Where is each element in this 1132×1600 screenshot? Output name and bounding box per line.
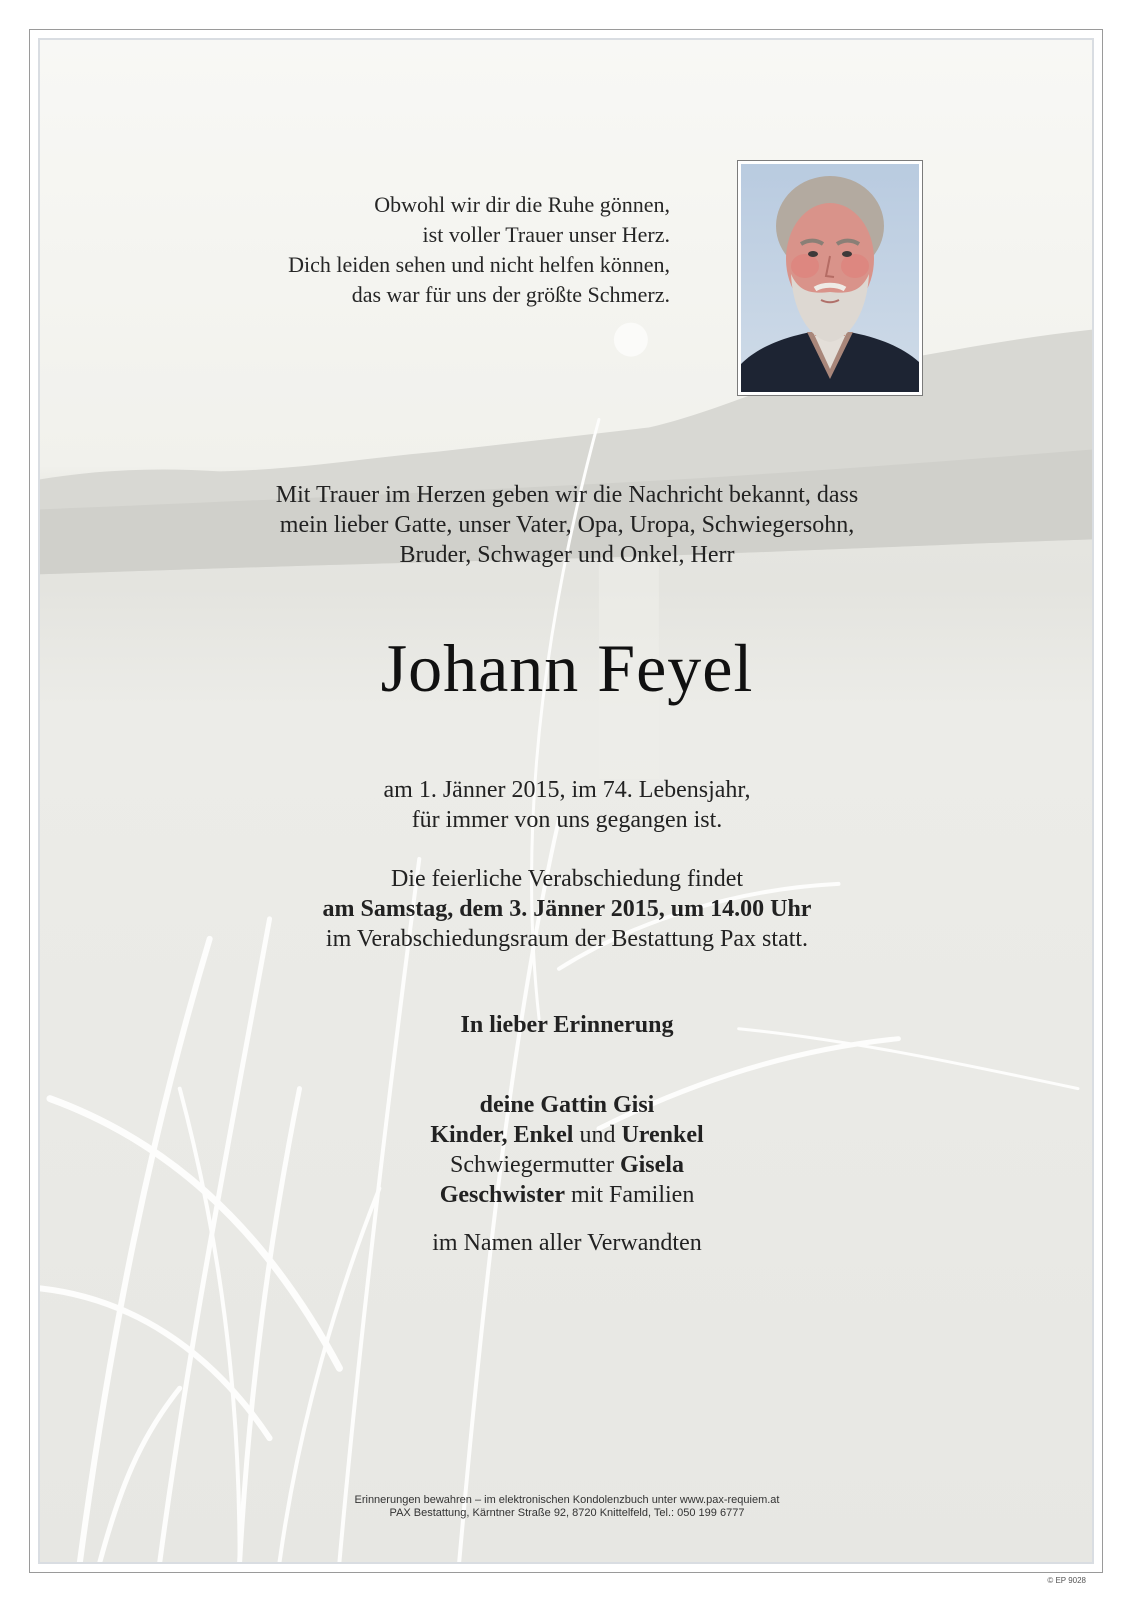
poem-line: ist voller Trauer unser Herz. [422,222,670,247]
footer [40,1494,1094,1520]
ceremony-location: im Verabschiedungsraum der Bestattung Pax statt. [325,926,809,952]
page-frame [29,29,1103,1573]
mourner-children [40,1120,1094,1150]
announcement-line: Bruder, Schwager und Onkel, Herr [399,542,735,568]
mourner-mother-in-law [40,1150,1094,1180]
mourner-great-grandchildren: Urenkel [621,1122,704,1148]
ceremony-info [40,864,1094,954]
poem [150,190,670,310]
mourner-spouse: deine Gattin Gisi [479,1092,655,1118]
print-code: © EP 9028 [1047,1576,1086,1585]
death-line: am 1. Jänner 2015, im 74. Lebensjahr, [383,777,751,803]
mourner-siblings-rest: mit Familien [564,1182,695,1208]
poem-line: das war für uns der größte Schmerz. [351,282,670,307]
memory-heading: In lieber Erinnerung [460,1012,674,1038]
death-notice [40,775,1094,835]
mourner-relatives: im Namen aller Verwandten [432,1230,702,1256]
deceased-name: Johann Feyel [380,630,754,706]
mourner-mother-in-law-name: Gisela [619,1152,684,1178]
announcement [40,480,1094,570]
mourner-siblings-bold: Geschwister [439,1182,565,1208]
poem-line: Dich leiden sehen und nicht helfen können, [288,252,670,277]
portrait-photo [737,160,923,396]
poem-line: Obwohl wir dir die Ruhe gönnen, [374,192,670,217]
mourner-siblings [40,1180,1094,1210]
footer-condolence: Erinnerungen bewahren – im elektronischen Kondolenzbuch unter www.pax-requiem.at [354,1494,780,1506]
footer-address: PAX Bestattung, Kärntner Straße 92, 8720 Knittelfeld, Tel.: 050 199 6777 [389,1507,745,1519]
ceremony-date: am Samstag, dem 3. Jänner 2015, um 14.00 Uhr [322,896,812,922]
announcement-line: Mit Trauer im Herzen geben wir die Nachricht bekannt, dass [275,482,859,508]
mourners [40,1090,1094,1258]
ceremony-line: Die feierliche Verabschiedung findet [390,866,744,892]
announcement-line: mein lieber Gatte, unser Vater, Opa, Uropa, Schwiegersohn, [279,512,855,538]
mourner-mother-in-law-label: Schwiegermutter [450,1152,620,1178]
portrait-image [741,164,919,392]
mourner-children-bold: Kinder, Enkel [430,1122,574,1148]
death-line: für immer von uns gegangen ist. [411,807,723,833]
mourner-children-and: und [573,1122,622,1148]
card-border [38,38,1094,1564]
